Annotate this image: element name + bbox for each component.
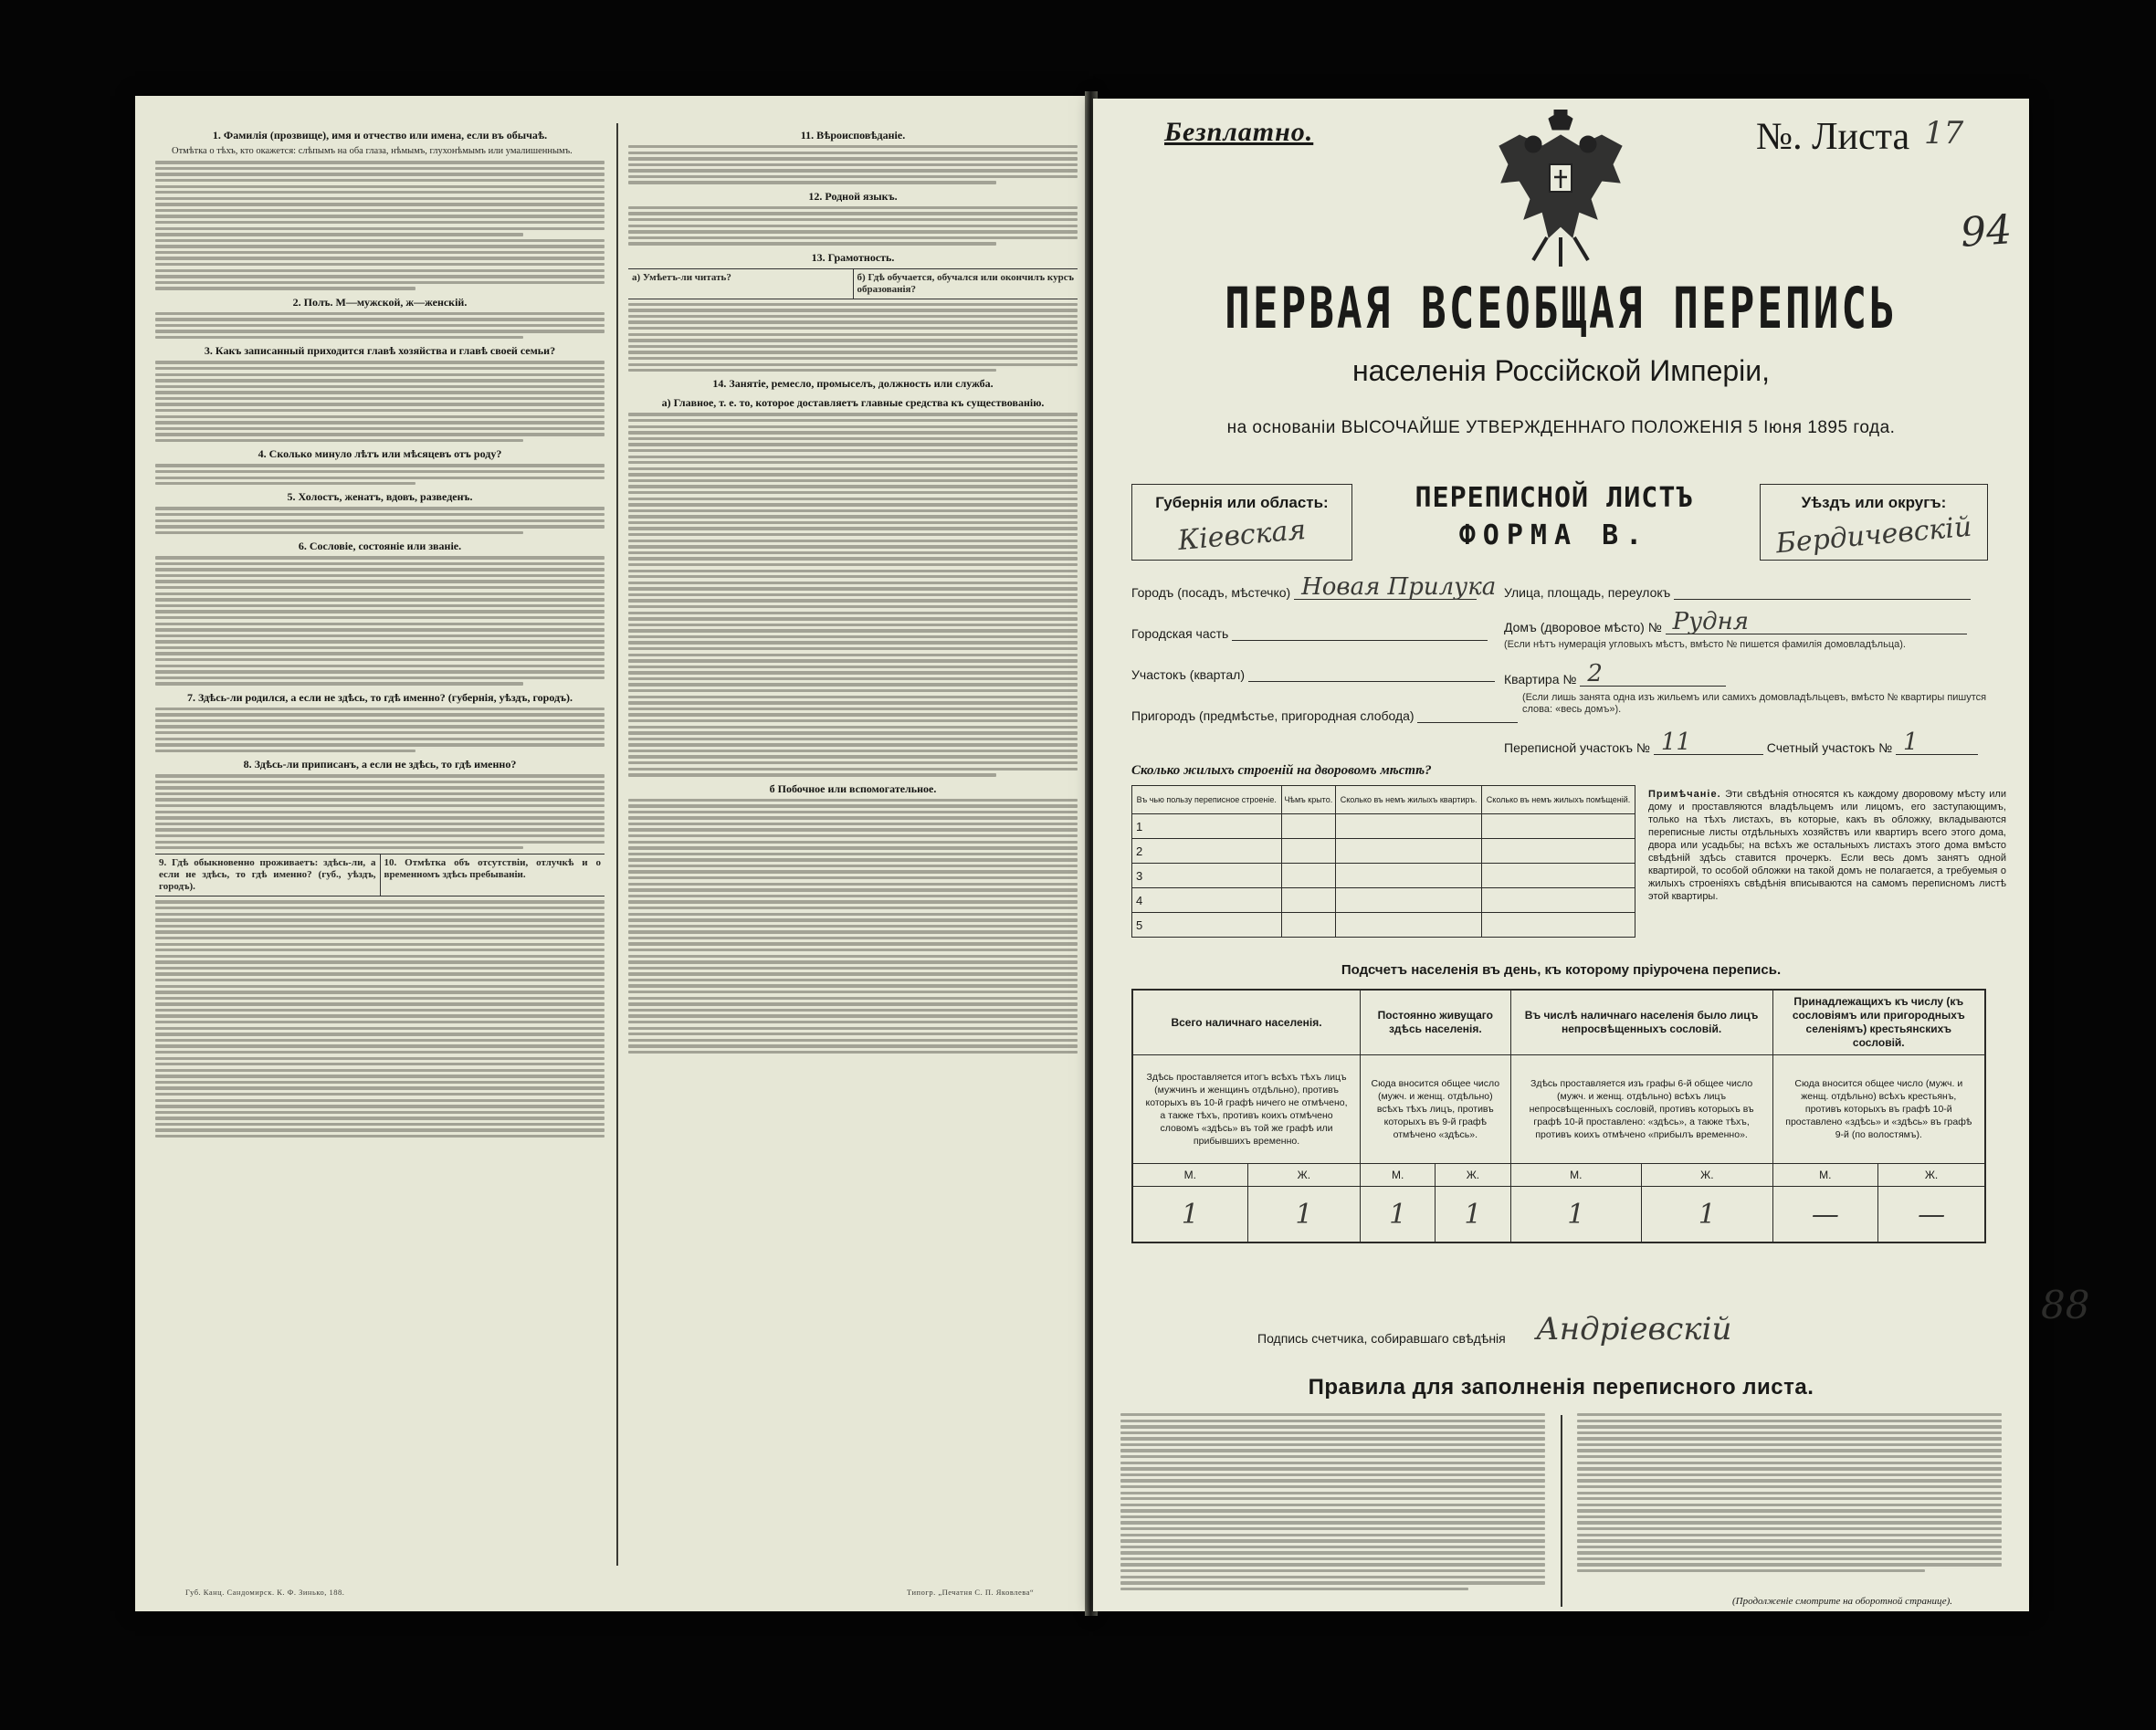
census-section-label: Переписной участокъ №: [1504, 740, 1650, 755]
population-count-heading: Подсчетъ населенія въ день, къ которому пріурочена перепись.: [1341, 962, 1782, 978]
split-heading-left: 9. Гдѣ обыкновенно проживаетъ: здѣсь-ли, а если не здѣсь, то гдѣ именно? (губ., уѣздъ, городъ).: [159, 857, 376, 893]
section-heading: 3. Какъ записанный приходится главѣ хозяйства и главѣ своей семьи?: [204, 344, 556, 358]
census-section-value: 11: [1660, 729, 1691, 756]
uezd-value: Бердичевскій: [1774, 510, 1973, 561]
illegible-text-block: [1577, 1413, 2002, 1572]
section-heading: 12. Родной языкъ.: [808, 189, 898, 203]
pop-col-title: Всего наличнаго населенія.: [1132, 990, 1361, 1055]
split-heading-right: б) Гдѣ обучается, обучался или окончилъ курсъ образованія?: [853, 269, 1078, 299]
illegible-text-block: [628, 303, 1078, 372]
left-page: [135, 96, 1089, 1611]
section-heading: 5. Холостъ, женатъ, вдовъ, разведенъ.: [287, 490, 473, 504]
illegible-text-block: [155, 464, 605, 485]
buildings-col-header: Въ чью пользу переписное строеніе.: [1132, 786, 1282, 814]
section-heading: 13. Грамотность.: [811, 250, 895, 264]
pop-col-description: Здѣсь проставляется итогъ всѣхъ тѣхъ лицъ (мужчинъ и женщинъ отдѣльно), противъ которыхъ въ 10-й графѣ ничего не отмѣчено, а также тѣхъ, противъ коихъ отмѣчено словомъ «здѣсь» въ той же графѣ или прибывшихъ временно.: [1132, 1055, 1361, 1164]
apartment-note: (Если лишь занята одна изъ жильемъ или самихъ домовладѣльцевъ, вмѣсто № квартиры пишутся слова: «весь домъ»).: [1522, 692, 1987, 715]
decree-line: на основаніи ВЫСОЧАЙШЕ УТВЕРЖДЕННАГО ПОЛОЖЕНІЯ 5 Іюня 1895 года.: [1226, 418, 1896, 437]
illegible-text-block: [155, 900, 605, 1138]
female-count: 1: [1436, 1187, 1510, 1243]
buildings-col-header: Чѣмъ крыто.: [1281, 786, 1336, 814]
city-value: Новая Прилука: [1301, 573, 1497, 601]
table-row: 4: [1132, 888, 1635, 913]
city-field: [1131, 573, 1497, 601]
census-section-field: [1504, 729, 1978, 756]
uezd-box: [1760, 484, 1988, 561]
rules-divider: [1561, 1415, 1562, 1607]
illegible-text-block: [155, 774, 605, 849]
split-heading-left: а) Умѣетъ-ли читать?: [632, 271, 731, 283]
continued-note: (Продолженіе смотрите на оборотной странице).: [1732, 1596, 1953, 1607]
house-note: (Если нѣтъ нумерація угловыхъ мѣстъ, вмѣсто № пишется фамилія домовладѣльца).: [1504, 639, 1906, 650]
illegible-text-block: [155, 507, 605, 534]
illegible-text-block: [155, 708, 605, 752]
free-label: Безплатно.: [1164, 117, 1314, 147]
form-title-line-2: ФОРМА В.: [1458, 519, 1650, 551]
uezd-label: Уѣздъ или округъ:: [1801, 494, 1947, 511]
buildings-col-header: Сколько въ немъ жилыхъ квартиръ.: [1336, 786, 1482, 814]
city-section-label: Участокъ (квартал): [1131, 667, 1245, 682]
city-label: Городъ (посадъ, мѣстечко): [1131, 585, 1291, 600]
male-count: 1: [1510, 1187, 1642, 1243]
buildings-note: [1648, 788, 2006, 903]
note-label: Примѣчаніе.: [1648, 789, 1721, 800]
pop-col-description: Сюда вносится общее число (мужч. и женщ. отдѣльно) всѣхъ крестьянъ, противъ которыхъ въ графѣ 10-й проставлено «здѣсь» и «здѣсь» въ графѣ 9-й (по волостямъ).: [1772, 1055, 1985, 1164]
section-heading: 4. Сколько минуло лѣтъ или мѣсяцевъ отъ роду?: [258, 447, 502, 461]
margin-number-handwritten: 94: [1959, 206, 2014, 257]
female-header: Ж.: [1642, 1164, 1773, 1187]
section-heading: 11. Вѣроисповѣданіе.: [800, 129, 906, 142]
census-subtitle: населенія Россійской Имперіи,: [1351, 354, 1771, 387]
section-heading: 14. Занятіе, ремесло, промыселъ, должность или служба.: [712, 377, 994, 391]
pop-col-title: Постоянно живущаго здѣсь населенія.: [1361, 990, 1511, 1055]
pop-col-title: Въ числѣ наличнаго населенія было лицъ непросвѣщенныхъ сословій.: [1510, 990, 1772, 1055]
city-district-field: [1131, 624, 1488, 641]
split-heading-box: [628, 268, 1078, 299]
male-header: М.: [1510, 1164, 1642, 1187]
table-row: 2: [1132, 839, 1635, 864]
buildings-question: Сколько жилыхъ строеній на дворовомъ мѣстѣ?: [1131, 763, 1432, 778]
counting-section-value: 1: [1903, 729, 1919, 756]
split-heading-right: 10. Отмѣтка объ отсутствіи, отлучкѣ и о временномъ здѣсь пребываніи.: [380, 855, 605, 896]
section-paragraph: Отмѣтка о тѣхъ, кто окажется: слѣпымъ на оба глаза, нѣмымъ, глухонѣмымъ или умалишеннымъ.: [172, 146, 573, 156]
female-count: —: [1878, 1187, 1985, 1243]
rules-column-1: [1120, 1413, 1545, 1609]
section-heading: б Побочное или вспомогательное.: [769, 781, 937, 795]
buildings-col-header: Сколько въ немъ жилыхъ помѣщеній.: [1482, 786, 1635, 814]
suburb-field: [1131, 706, 1518, 723]
house-field: [1504, 608, 1967, 635]
section-heading: 8. Здѣсь-ли приписанъ, а если не здѣсь, то гдѣ именно?: [243, 758, 517, 771]
illegible-text-block: [155, 161, 605, 290]
illegible-text-block: [628, 145, 1078, 184]
female-header: Ж.: [1436, 1164, 1510, 1187]
population-count-table: [1131, 989, 1986, 1243]
city-section-field: [1131, 665, 1495, 682]
pop-col-description: Сюда вносится общее число (мужч. и женщ. отдѣльно) всѣхъ тѣхъ лицъ, противъ которыхъ въ 9-й графѣ отмѣчено «здѣсь».: [1361, 1055, 1511, 1164]
gubernia-label: Губернія или область:: [1155, 494, 1329, 511]
rules-title: Правила для заполненія переписного листа.: [1308, 1375, 1814, 1400]
census-form-page: [1093, 99, 2029, 1611]
illegible-text-block: [155, 312, 605, 340]
female-header: Ж.: [1878, 1164, 1985, 1187]
street-value: Рудня: [1672, 608, 1750, 635]
counting-section-label: Счетный участокъ №: [1766, 740, 1893, 755]
printer-footer-left: Губ. Канц. Сандомирск. К. Ф. Зинько, 188.: [185, 1588, 345, 1597]
male-count: 1: [1132, 1187, 1247, 1243]
illegible-text-block: [155, 556, 605, 686]
section-heading: 7. Здѣсь-ли родился, а если не здѣсь, то гдѣ именно? (губернія, уѣздъ, городъ).: [186, 690, 573, 704]
female-header: Ж.: [1247, 1164, 1360, 1187]
rules-column-2: [1577, 1413, 2002, 1609]
table-row: 1: [1132, 814, 1635, 839]
illegible-text-block: [628, 799, 1078, 1054]
split-heading-box: [155, 854, 605, 896]
instructions-column-2: [628, 123, 1078, 1561]
gubernia-value: Кіевская: [1176, 513, 1308, 558]
male-header: М.: [1361, 1164, 1436, 1187]
street-field: [1504, 582, 1971, 600]
illegible-text-block: [628, 206, 1078, 246]
section-heading: 2. Полъ. М—мужской, ж—женскій.: [292, 295, 468, 309]
house-label: Домъ (дворовое мѣсто) №: [1504, 620, 1662, 634]
illegible-text-block: [628, 413, 1078, 776]
form-title: [1349, 482, 1760, 551]
female-count: 1: [1247, 1187, 1360, 1243]
section-heading: 6. Сословіе, состояніе или званіе.: [298, 540, 462, 553]
male-header: М.: [1772, 1164, 1878, 1187]
pop-col-description: Здѣсь проставляется изъ графы 6-й общее число (мужч. и женщ. отдѣльно) всѣхъ лицъ непросвѣщенныхъ сословій, противъ которыхъ въ графѣ 10-й проставлено: «здѣсь», а также тѣхъ, противъ коихъ отмѣчено «прибылъ временно».: [1510, 1055, 1772, 1164]
city-district-label: Городская часть: [1131, 626, 1229, 641]
buildings-table: [1131, 785, 1635, 938]
section-heading: 1. Фамилія (прозвище), имя и отчество или имена, если въ обычаѣ.: [212, 129, 548, 142]
enumerator-signature-label: Подпись счетчика, собиравшаго свѣдѣнія: [1257, 1331, 1506, 1346]
form-title-line-1: ПЕРЕПИСНОЙ ЛИСТЪ: [1415, 482, 1694, 514]
apartment-value: 2: [1587, 660, 1603, 687]
sheet-number-handwritten: 17: [1924, 115, 1964, 152]
enumerator-signature: Андріевскій: [1536, 1311, 1732, 1347]
census-title: ПЕРВАЯ ВСЕОБЩАЯ ПЕРЕПИСЬ: [1225, 275, 1898, 341]
suburb-label: Пригородъ (предмѣстье, пригородная слобода): [1131, 708, 1415, 723]
table-row: 3: [1132, 864, 1635, 888]
section-heading: а) Главное, т. е. то, которое доставляетъ главные средства къ существованію.: [661, 396, 1045, 410]
column-divider: [616, 123, 618, 1566]
sheet-number-label: №. Листа: [1756, 116, 1910, 158]
gubernia-box: [1131, 484, 1352, 561]
illegible-text-block: [155, 361, 605, 442]
instructions-column-1: [155, 123, 605, 1561]
street-label: Улица, площадь, переулокъ: [1504, 585, 1671, 600]
illegible-text-block: [1120, 1413, 1545, 1590]
pop-col-title: Принадлежащихъ къ числу (къ сословіямъ или пригородныхъ селеніямъ) крестьянскихъ сословій.: [1772, 990, 1985, 1055]
table-row: 5: [1132, 913, 1635, 938]
male-count: 1: [1361, 1187, 1436, 1243]
printer-footer-right: Типогр. „Печатня С. П. Яковлева“: [907, 1588, 1035, 1597]
apartment-field: [1504, 660, 1726, 687]
male-header: М.: [1132, 1164, 1247, 1187]
double-headed-eagle-emblem: [1492, 110, 1629, 269]
apartment-label: Квартира №: [1504, 672, 1577, 687]
margin-number-handwritten: 88: [2041, 1283, 2090, 1327]
female-count: 1: [1642, 1187, 1773, 1243]
male-count: —: [1772, 1187, 1878, 1243]
note-text: Эти свѣдѣнія относятся къ каждому дворовому мѣсту или дому и проставляются владѣльцемъ или лицомъ, его заступающимъ, только на тѣхъ листахъ, въ которые, какъ въ обложку, вкладываются переписные листы отдѣльныхъ хозяйствъ или квартиръ всего этого дома, двора или усадьбы; на всѣхъ же остальныхъ листахъ этого дома вмѣсто свѣдѣній здѣсь ставится прочеркъ. Если весь домъ занятъ одной квартирой, то особой обложки на такой домъ не полагается, а требуемыя о жилыхъ строеніяхъ свѣдѣнія вписываются на самомъ переписномъ листѣ этой квартиры.: [1648, 789, 2006, 902]
